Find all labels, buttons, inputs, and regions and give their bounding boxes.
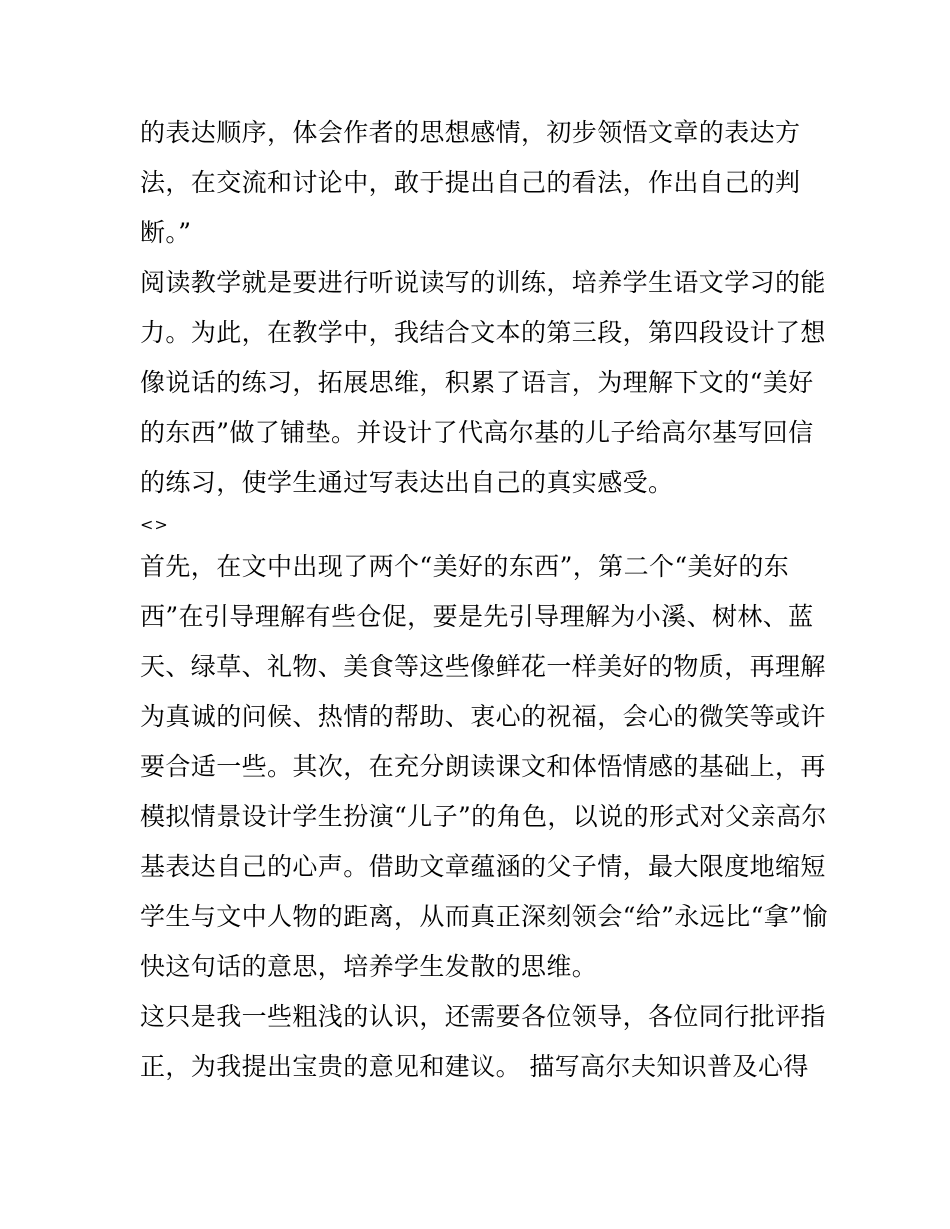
paragraph-2 [140, 258, 830, 508]
text-line: 西”在引导理解有些仓促，要是先引导理解为小溪、树林、蓝 [140, 602, 814, 631]
text-line: 正，为我提出宝贵的意见和建议。 描写高尔夫知识普及心得 [140, 1052, 809, 1081]
text-line: 学生与文中人物的距离，从而真正深刻领会“给”永远比“拿”愉 [140, 902, 828, 931]
text-line: 的表达顺序，体会作者的思想感情，初步领悟文章的表达方 [140, 118, 801, 147]
text-line: 的练习，使学生通过写表达出自己的真实感受。 [140, 468, 674, 497]
document-body [140, 108, 830, 1092]
section-marker: <> [140, 515, 169, 534]
text-line: 像说话的练习，拓展思维，积累了语言，为理解下文的“美好 [140, 368, 814, 397]
text-line: 首先，在文中出现了两个“美好的东西”，第二个“美好的东 [140, 552, 790, 581]
paragraph-3 [140, 542, 830, 992]
text-line: 断。” [140, 218, 192, 247]
text-line: 法，在交流和讨论中，敢于提出自己的看法，作出自己的判 [140, 168, 801, 197]
text-line: 为真诚的问候、热情的帮助、衷心的祝福，会心的微笑等或许 [140, 702, 826, 731]
text-line: 快这句话的意思，培养学生发散的思维。 [140, 952, 598, 981]
text-line: 基表达自己的心声。借助文章蕴涵的父子情，最大限度地缩短 [140, 852, 826, 881]
text-line: 要合适一些。其次，在充分朗读课文和体悟情感的基础上，再 [140, 752, 826, 781]
paragraph-4 [140, 992, 830, 1092]
text-line: 的东西”做了铺垫。并设计了代高尔基的儿子给高尔基写回信 [140, 418, 814, 447]
text-line: 这只是我一些粗浅的认识，还需要各位领导，各位同行批评指 [140, 1002, 826, 1031]
text-line: 模拟情景设计学生扮演“儿子”的角色，以说的形式对父亲高尔 [140, 802, 827, 831]
paragraph-1 [140, 108, 830, 258]
text-line: 力。为此，在教学中，我结合文本的第三段，第四段设计了想 [140, 318, 826, 347]
text-line: 天、绿草、礼物、美食等这些像鲜花一样美好的物质，再理解 [140, 652, 826, 681]
text-line: 阅读教学就是要进行听说读写的训练，培养学生语文学习的能 [140, 268, 826, 297]
